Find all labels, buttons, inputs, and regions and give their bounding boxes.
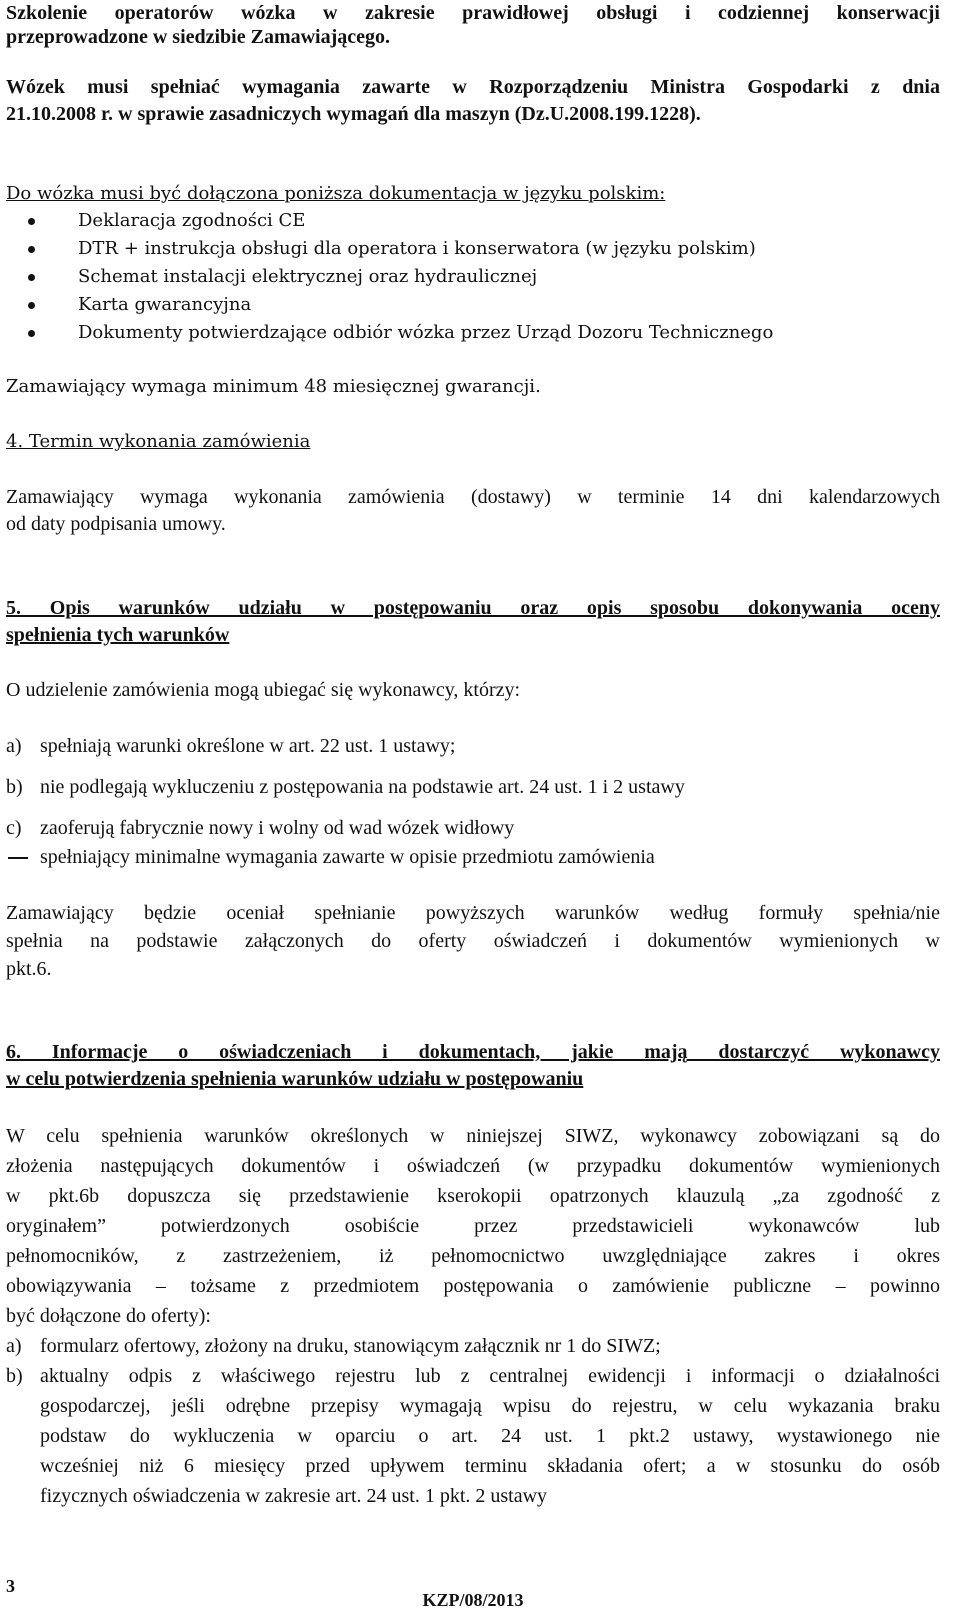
list-item-text: Dokumenty potwierdzające odbiór wózka przez Urząd Dozoru Technicznego: [78, 322, 774, 343]
list-item-text: wcześniej niż 6 miesięcy przed upływem terminu składania ofert; a w stosunku do osób: [40, 1455, 940, 1477]
bullet-icon: [28, 302, 35, 309]
documentation-heading: Do wózka musi być dołączona poniższa dokumentacja w języku polskim:: [6, 183, 666, 204]
training-line-2: przeprowadzone w siedzibie Zamawiającego.: [6, 26, 391, 48]
section-6-paragraph-line: być dołączone do oferty):: [6, 1305, 211, 1327]
section-6-paragraph-line: pełnomocników, z zastrzeżeniem, iż pełnomocnictwo uwzględniające zakres i okres: [6, 1245, 940, 1267]
list-item-text: Deklaracja zgodności CE: [78, 210, 306, 231]
list-item-text: Karta gwarancyjna: [78, 294, 252, 315]
section-4-line-2: od daty podpisania umowy.: [6, 513, 226, 535]
list-item-text: spełniający minimalne wymagania zawarte w opisie przedmiotu zamówienia: [40, 846, 655, 868]
list-marker: b): [6, 1365, 23, 1387]
list-item-text: formularz ofertowy, złożony na druku, stanowiącym załącznik nr 1 do SIWZ;: [40, 1335, 661, 1357]
evaluation-line-2: spełnia na podstawie załączonych do oferty oświadczeń i dokumentów wymienionych w: [6, 930, 940, 952]
bullet-icon: [28, 330, 35, 337]
section-4-line-1: Zamawiający wymaga wykonania zamówienia (dostawy) w terminie 14 dni kalendarzowych: [6, 486, 940, 508]
list-marker: c): [6, 817, 22, 839]
list-item-text: zaoferują fabrycznie nowy i wolny od wad wózek widłowy: [40, 817, 515, 839]
evaluation-line-3: pkt.6.: [6, 958, 52, 980]
section-5-intro: O udzielenie zamówienia mogą ubiegać się wykonawcy, którzy:: [6, 679, 521, 701]
bullet-icon: [28, 218, 35, 225]
list-item-text: DTR + instrukcja obsługi dla operatora i konserwatora (w języku polskim): [78, 238, 756, 259]
bullet-icon: [28, 274, 35, 281]
list-item-text: fizycznych oświadczenia w zakresie art. 24 ust. 1 pkt. 2 ustawy: [40, 1485, 548, 1507]
warranty-statement: Zamawiający wymaga minimum 48 miesięcznej gwarancji.: [6, 376, 541, 397]
list-item-text: aktualny odpis z właściwego rejestru lub z centralnej ewidencji i informacji o działalności: [40, 1365, 940, 1387]
bullet-icon: [28, 246, 35, 253]
training-line-1: Szkolenie operatorów wózka w zakresie prawidłowej obsługi i codziennej konserwacji: [6, 2, 940, 24]
regulation-line-2: 21.10.2008 r. w sprawie zasadniczych wymagań dla maszyn (Dz.U.2008.199.1228).: [6, 103, 701, 125]
section-6-paragraph-line: w pkt.6b dopuszcza się przedstawienie kserokopii opatrzonych klauzulą „za zgodność z: [6, 1185, 940, 1207]
list-marker: a): [6, 735, 22, 757]
list-item-text: gospodarczej, jeśli odrębne przepisy wymagają wpisu do rejestru, w celu wykazania braku: [40, 1395, 940, 1417]
section-6-heading-2: w celu potwierdzenia spełnienia warunków udziału w postępowaniu: [6, 1068, 584, 1090]
section-6-paragraph-line: obowiązywania – tożsame z przedmiotem postępowania o zamówienie publiczne – powinno: [6, 1275, 940, 1297]
list-item-text: podstaw do wykluczenia w oparciu o art. 24 ust. 1 pkt.2 ustawy, wystawionego nie: [40, 1425, 940, 1447]
document-code: KZP/08/2013: [422, 1590, 524, 1610]
list-marker: a): [6, 1335, 22, 1357]
list-marker: b): [6, 776, 23, 798]
section-4-heading: 4. Termin wykonania zamówienia: [6, 431, 311, 452]
page-number: 3: [6, 1576, 15, 1596]
section-5-heading-1: 5. Opis warunków udziału w postępowaniu oraz opis sposobu dokonywania oceny: [6, 597, 940, 619]
regulation-line-1: Wózek musi spełniać wymagania zawarte w Rozporządzeniu Ministra Gospodarki z dnia: [6, 76, 940, 98]
section-6-heading-1: 6. Informacje o oświadczeniach i dokumentach, jakie mają dostarczyć wykonawcy: [6, 1041, 940, 1063]
list-item-text: nie podlegają wykluczeniu z postępowania na podstawie art. 24 ust. 1 i 2 ustawy: [40, 776, 685, 798]
list-item-text: Schemat instalacji elektrycznej oraz hydraulicznej: [78, 266, 538, 287]
section-5-heading-2: spełnienia tych warunków: [6, 624, 230, 646]
section-6-paragraph-line: złożenia następujących dokumentów i oświadczeń (w przypadku dokumentów wymienionych: [6, 1155, 940, 1177]
section-6-paragraph-line: W celu spełnienia warunków określonych w niniejszej SIWZ, wykonawcy zobowiązani są do: [6, 1125, 940, 1147]
section-6-paragraph-line: oryginałem” potwierdzonych osobiście przez przedstawicieli wykonawców lub: [6, 1215, 940, 1237]
dash-icon: [8, 857, 28, 859]
list-item-text: spełniają warunki określone w art. 22 ust. 1 ustawy;: [40, 735, 456, 757]
evaluation-line-1: Zamawiający będzie oceniał spełnianie powyższych warunków według formuły spełnia/nie: [6, 902, 940, 924]
